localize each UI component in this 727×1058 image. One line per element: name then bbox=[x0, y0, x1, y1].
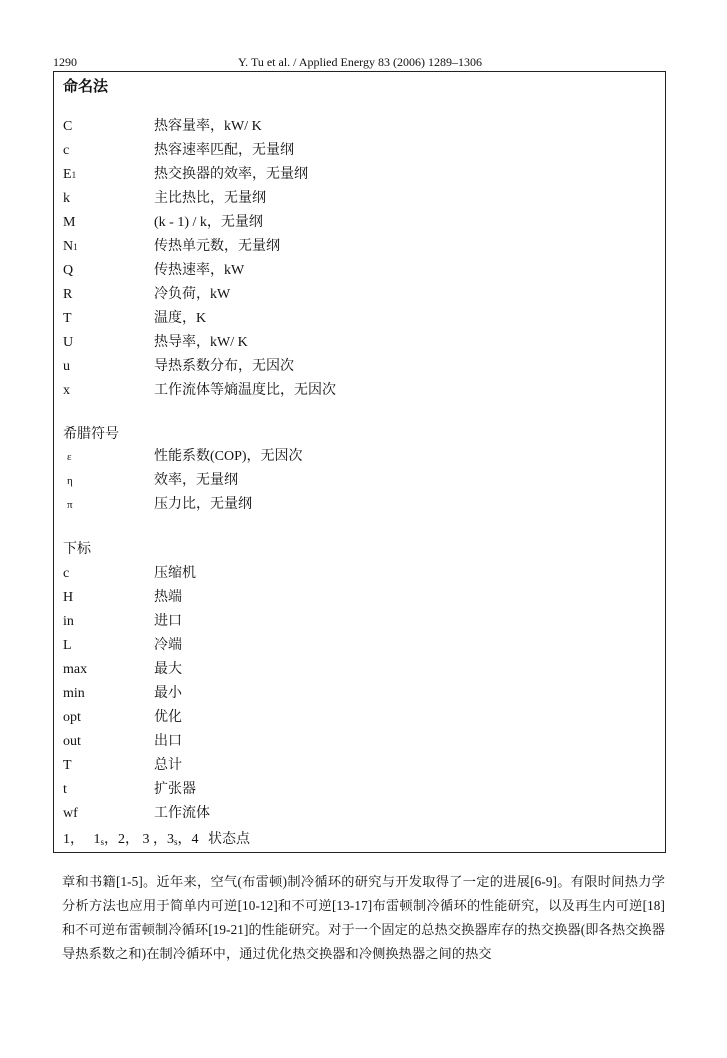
state-1s: 1 bbox=[93, 832, 101, 847]
symbol-text: η bbox=[67, 475, 73, 487]
state-3s-sub: s bbox=[174, 837, 178, 847]
symbol-description: 热容速率匹配，无量纲 bbox=[154, 143, 294, 158]
symbol-text: E bbox=[63, 167, 72, 182]
state-1s-sub: s bbox=[100, 837, 105, 847]
symbol bbox=[63, 755, 143, 777]
symbol-text: ε bbox=[67, 451, 72, 463]
symbol-text: min bbox=[63, 686, 85, 701]
symbol bbox=[63, 380, 143, 402]
greek-section-title: 希腊符号 bbox=[63, 427, 119, 442]
symbol-description: 扩张器 bbox=[154, 782, 196, 797]
symbol-description: 冷端 bbox=[154, 638, 182, 653]
symbol-text: R bbox=[63, 287, 73, 302]
symbol-description: 压缩机 bbox=[154, 566, 196, 581]
symbol-text: c bbox=[63, 143, 70, 158]
symbol bbox=[63, 308, 143, 330]
symbol bbox=[63, 731, 143, 753]
symbol-description: 最小 bbox=[154, 686, 182, 701]
symbol bbox=[63, 140, 143, 162]
symbol bbox=[63, 332, 143, 354]
symbol bbox=[63, 779, 143, 801]
symbol-description: 主比热比，无量纲 bbox=[154, 191, 266, 206]
nomenclature-box bbox=[53, 71, 666, 853]
symbol-description: 传热单元数，无量纲 bbox=[154, 239, 280, 254]
journal-citation: Y. Tu et al. / Applied Energy 83 (2006) 1289–1306 bbox=[238, 55, 482, 69]
state-3: 3 ，3 bbox=[139, 832, 175, 847]
symbol bbox=[63, 635, 143, 657]
symbol-description: 压力比，无量纲 bbox=[154, 497, 252, 512]
symbol-description: 最大 bbox=[154, 662, 182, 677]
symbol bbox=[63, 236, 143, 258]
symbol-description: 热容量率，kW/ K bbox=[154, 119, 262, 134]
symbol-text: N bbox=[63, 239, 74, 254]
symbol-text: opt bbox=[63, 710, 81, 725]
symbol-text: k bbox=[63, 191, 70, 206]
symbol bbox=[63, 611, 143, 633]
symbol-text: C bbox=[63, 119, 73, 134]
symbol bbox=[63, 470, 143, 492]
symbol bbox=[63, 212, 143, 234]
symbol-description: 冷负荷，kW bbox=[154, 287, 231, 302]
symbol-text: Q bbox=[63, 263, 74, 278]
symbol-text: L bbox=[63, 638, 72, 653]
state-points-label: 状态点 bbox=[208, 832, 251, 847]
symbol-text: wf bbox=[63, 806, 78, 821]
symbol-description: 性能系数(COP)，无因次 bbox=[154, 449, 303, 464]
symbol bbox=[63, 803, 143, 825]
symbol-description: 热端 bbox=[154, 590, 182, 605]
symbol-text: max bbox=[63, 662, 88, 677]
symbol-description: 效率，无量纲 bbox=[154, 473, 238, 488]
state-points-row bbox=[63, 829, 250, 851]
symbol-text: H bbox=[63, 590, 74, 605]
symbol-description: 优化 bbox=[154, 710, 182, 725]
symbol-description: 传热速率，kW bbox=[154, 263, 245, 278]
symbol-text: M bbox=[63, 215, 76, 230]
symbol-description: 总计 bbox=[154, 758, 182, 773]
symbol-description: (k - 1) / k，无量纲 bbox=[154, 215, 263, 230]
symbol bbox=[63, 707, 143, 729]
symbol bbox=[63, 284, 143, 306]
symbol-text: π bbox=[67, 499, 73, 511]
symbol bbox=[63, 494, 143, 516]
symbol bbox=[63, 563, 143, 585]
symbol-description: 热导率，kW/ K bbox=[154, 335, 248, 350]
symbol bbox=[63, 659, 143, 681]
symbol-description: 工作流体 bbox=[154, 806, 210, 821]
symbol-description: 导热系数分布，无因次 bbox=[154, 359, 294, 374]
body-paragraph bbox=[62, 870, 665, 966]
symbol-text: u bbox=[63, 359, 70, 374]
symbol-text: t bbox=[63, 782, 67, 797]
symbol-text: c bbox=[63, 566, 70, 581]
symbol bbox=[63, 356, 143, 378]
symbol-subscript: 1 bbox=[73, 242, 78, 252]
state-1: 1， bbox=[63, 832, 84, 847]
symbol-description: 工作流体等熵温度比，无因次 bbox=[154, 383, 336, 398]
symbol-text: T bbox=[63, 758, 72, 773]
symbol-description: 热交换器的效率，无量纲 bbox=[154, 167, 308, 182]
symbol bbox=[63, 116, 143, 138]
symbol-subscript: 1 bbox=[71, 170, 77, 180]
page-header bbox=[53, 55, 667, 71]
symbol bbox=[63, 587, 143, 609]
symbol-text: T bbox=[63, 311, 72, 326]
symbol-text: in bbox=[63, 614, 74, 629]
symbol-description: 出口 bbox=[154, 734, 182, 749]
body-paragraph-text: 章和书籍[1-5]。近年来，空气(布雷顿)制冷循环的研究与开发取得了一定的进展[6-9]。有限时间热力学分析方法也应用于简单内可逆[10-12]和不可逆[13-17]布雷顿制冷循环的性能研究，以及再生内可逆[18]和不可逆布雷顿制冷循环[19-21]的性能研究。对于一个固定的总热交换器库存的热交换器(即各热交换器导热系数之和)在制冷循环中，通过优化热交换器和冷侧换热器之间的热交 bbox=[62, 874, 665, 961]
symbol bbox=[63, 683, 143, 705]
nomenclature-title: 命名法 bbox=[63, 77, 109, 95]
symbol-description: 进口 bbox=[154, 614, 182, 629]
symbol bbox=[63, 260, 143, 282]
symbol-text: U bbox=[63, 335, 74, 350]
symbol-description: 温度，K bbox=[154, 311, 207, 326]
page-number: 1290 bbox=[53, 55, 77, 69]
state-4: ，4 bbox=[177, 832, 199, 847]
symbol bbox=[63, 188, 143, 210]
subscripts-section-title: 下标 bbox=[63, 542, 91, 557]
symbol-text: out bbox=[63, 734, 81, 749]
symbol bbox=[63, 164, 143, 186]
symbol bbox=[63, 446, 143, 468]
symbol-text: x bbox=[63, 383, 70, 398]
state-2: ，2， bbox=[104, 832, 140, 847]
